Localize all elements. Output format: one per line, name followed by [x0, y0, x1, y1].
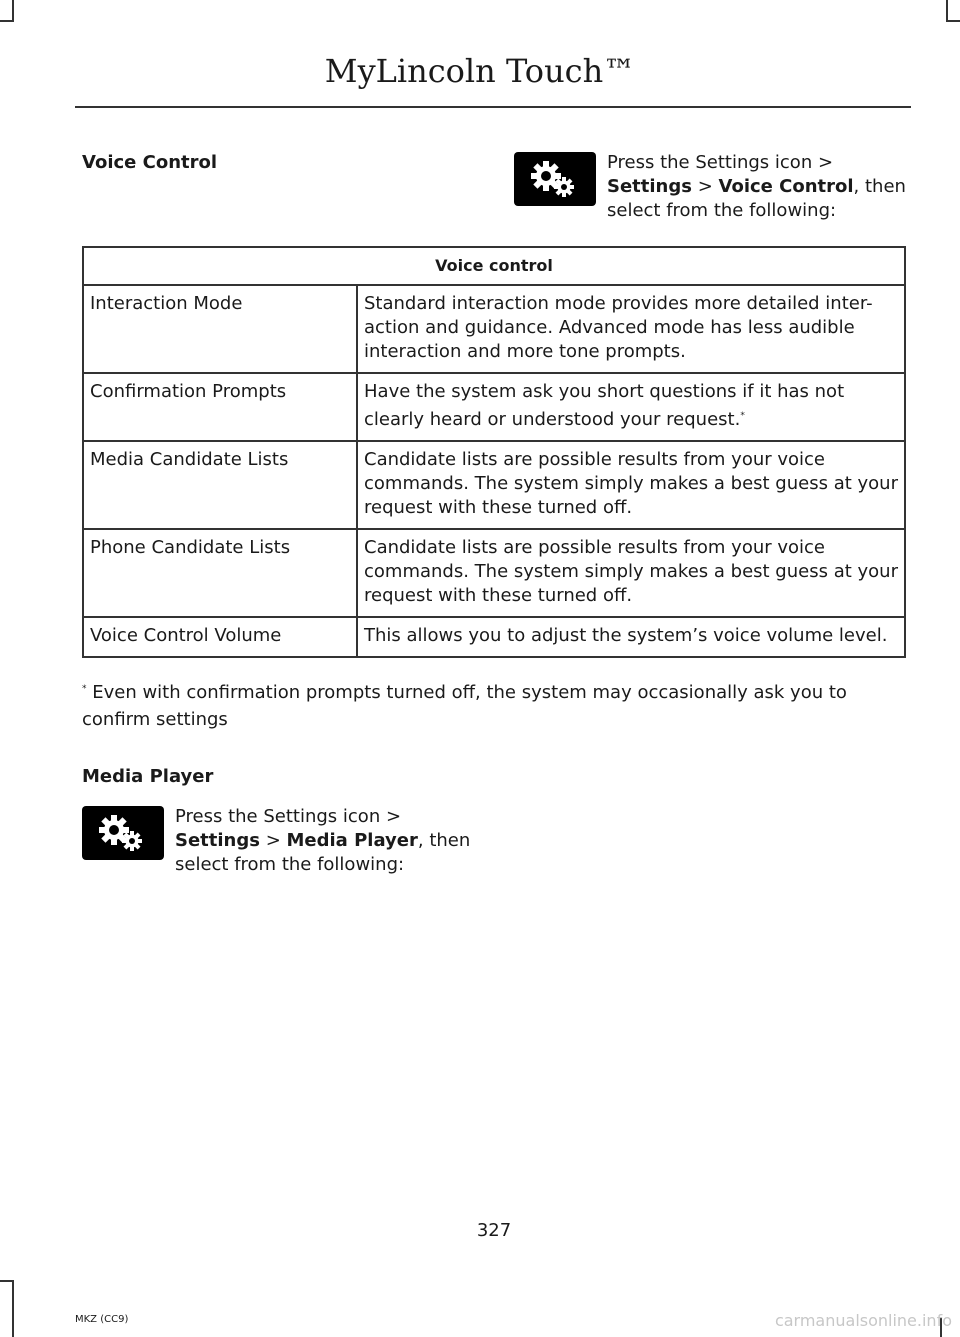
- setting-label: Voice Control Volume: [83, 617, 357, 657]
- menu-separator: >: [259, 830, 287, 851]
- setting-description: [357, 373, 905, 441]
- settings-gear-icon: [82, 806, 164, 860]
- footnote-marker: *: [740, 411, 745, 421]
- table-row: [83, 529, 905, 617]
- voice-control-table: [82, 246, 906, 658]
- setting-description: This allows you to adjust the system’s voice volume level.: [357, 617, 905, 657]
- setting-description: Standard interaction mode provides more detailed inter-action and guidance. Advanced mode has less audible interaction and more tone prompts.: [357, 285, 905, 373]
- menu-settings: Settings: [607, 176, 692, 197]
- instruction-line: Press the Settings icon >: [607, 152, 834, 173]
- settings-gear-icon: [514, 152, 596, 206]
- setting-description: Candidate lists are possible results from your voice commands. The system simply makes a best guess at your request with these turned off.: [357, 441, 905, 529]
- crop-mark: [946, 0, 948, 22]
- model-code: MKZ (CC9): [75, 1314, 129, 1325]
- table-row: [83, 617, 905, 657]
- media-player-instructions: [175, 805, 485, 877]
- menu-media-player: Media Player: [286, 830, 418, 851]
- crop-mark: [0, 1280, 14, 1282]
- page-number: 327: [476, 1220, 512, 1241]
- instruction-suffix: , then: [417, 830, 471, 851]
- instruction-line: select from the following:: [607, 200, 837, 221]
- menu-settings: Settings: [175, 830, 260, 851]
- table-row: [83, 441, 905, 529]
- footnote-text: Even with confirmation prompts turned off, the system may occasionally ask you to confirm settings: [82, 682, 847, 730]
- table-caption: Voice control: [83, 247, 905, 285]
- table-footnote: [82, 676, 902, 733]
- instruction-line: Press the Settings icon >: [175, 806, 402, 827]
- instruction-line: select from the following:: [175, 854, 405, 875]
- menu-voice-control: Voice Control: [718, 176, 854, 197]
- site-watermark: carmanualsonline.info: [774, 1311, 952, 1330]
- crop-mark: [12, 1280, 14, 1337]
- setting-label: Interaction Mode: [83, 285, 357, 373]
- menu-separator: >: [691, 176, 719, 197]
- media-player-heading: Media Player: [82, 766, 214, 787]
- instruction-suffix: , then: [853, 176, 906, 197]
- setting-label: Confirmation Prompts: [83, 373, 357, 441]
- crop-mark: [12, 0, 14, 22]
- instruction-line: [175, 829, 485, 853]
- page-header-title: MyLincoln Touch™: [324, 52, 636, 90]
- table-row: [83, 373, 905, 441]
- setting-label: Phone Candidate Lists: [83, 529, 357, 617]
- header-divider: [75, 106, 911, 108]
- voice-control-heading: Voice Control: [82, 152, 218, 173]
- footnote-marker: *: [82, 684, 87, 694]
- voice-control-instructions: [607, 151, 907, 223]
- setting-description-text: Have the system ask you short questions if it has not clearly heard or understood your request.: [364, 381, 845, 430]
- table-row: [83, 285, 905, 373]
- crop-mark: [946, 20, 960, 22]
- instruction-line: [607, 175, 907, 199]
- crop-mark: [0, 20, 14, 22]
- setting-label: Media Candidate Lists: [83, 441, 357, 529]
- setting-description: Candidate lists are possible results from your voice commands. The system simply makes a best guess at your request with these turned off.: [357, 529, 905, 617]
